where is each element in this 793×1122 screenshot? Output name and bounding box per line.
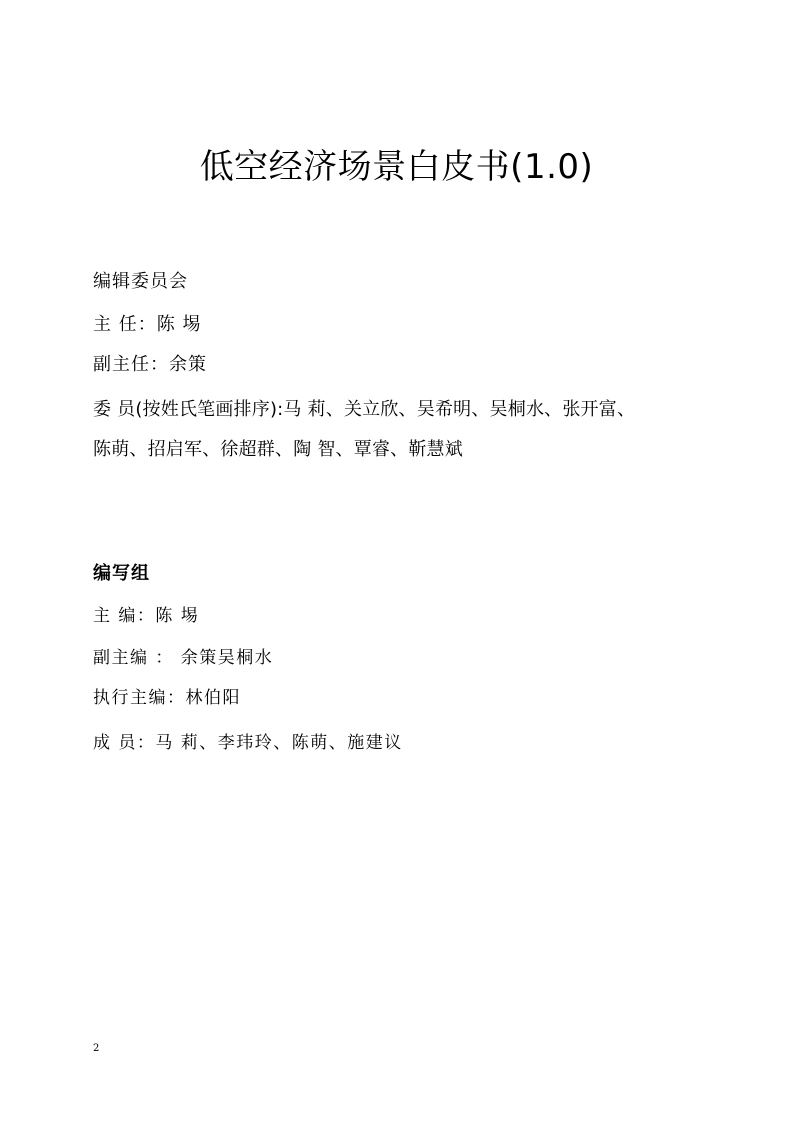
writing-group-members: 成 员：马 莉、李玮玲、陈萌、施建议 <box>93 733 403 753</box>
document-title: 低空经济场景白皮书(1.0) <box>199 147 594 187</box>
writing-group-heading: 编写组 <box>93 563 150 584</box>
writing-group-deputy-chief-editor: 副主编 ： 余策吴桐水 <box>93 648 274 668</box>
writing-group-executive-chief-editor: 执行主编：林伯阳 <box>93 688 241 708</box>
committee-deputy-director: 副主任：余策 <box>93 354 207 375</box>
committee-members-line-2: 陈萌、招启军、徐超群、陶 智、覃睿、靳慧斌 <box>93 439 463 460</box>
committee-director: 主 任：陈 埸 <box>93 314 202 335</box>
writing-group-chief-editor: 主 编：陈 埸 <box>93 606 200 626</box>
committee-members-line-1: 委 员(按姓氏笔画排序):马 莉、关立欣、吴希明、吴桐水、张开富、 <box>93 399 636 420</box>
editorial-committee-heading: 编辑委员会 <box>93 271 188 292</box>
page-number: 2 <box>93 1043 100 1054</box>
